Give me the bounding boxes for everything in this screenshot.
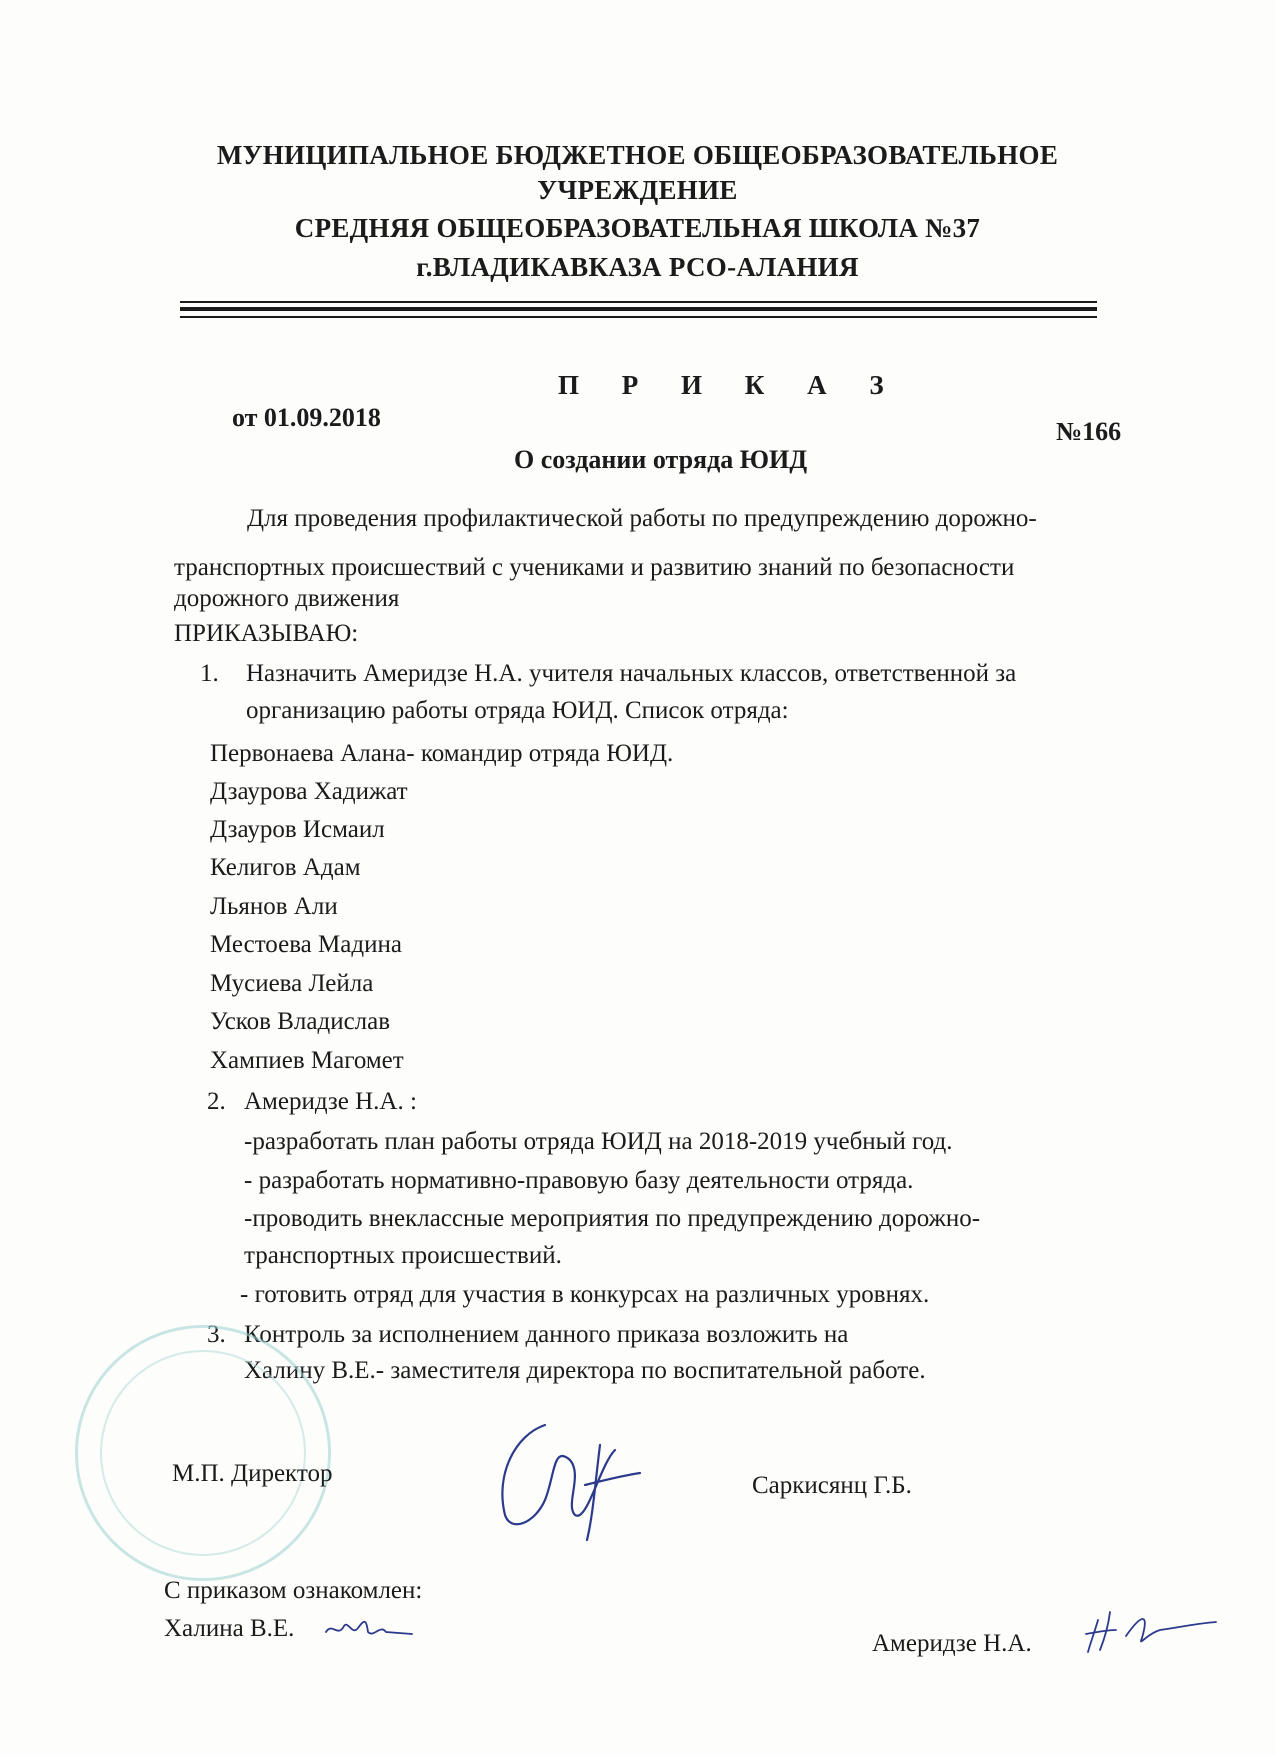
- header-rule-top: [180, 301, 1097, 303]
- decree-word: ПРИКАЗЫВАЮ:: [174, 620, 359, 647]
- item2-task-3: -проводить внеклассные мероприятия по предупреждению дорожно-: [244, 1205, 981, 1232]
- member-9: Хампиев Магомет: [210, 1047, 404, 1074]
- item3-number: 3.: [207, 1321, 226, 1348]
- item1-line-2: организацию работы отряда ЮИД. Список отряда:: [246, 697, 789, 724]
- item1-line-1: Назначить Америдзе Н.А. учителя начальных классов, ответственной за: [246, 660, 1017, 687]
- school-name-line3: СРЕДНЯЯ ОБЩЕОБРАЗОВАТЕЛЬНАЯ ШКОЛА №37: [294, 213, 981, 243]
- school-stamp: [75, 1325, 331, 1581]
- item2-head: Америдзе Н.А. :: [244, 1088, 417, 1115]
- director-label: М.П. Директор: [172, 1460, 333, 1487]
- item1-number: 1.: [200, 660, 219, 687]
- member-4: Келигов Адам: [210, 854, 361, 881]
- signature-ameridze: [1080, 1600, 1220, 1660]
- order-number: №166: [1056, 417, 1122, 446]
- member-2: Дзаурова Хадижат: [210, 778, 408, 805]
- item2-task-2: - разработать нормативно-правовую базу деятельности отряда.: [244, 1167, 914, 1194]
- order-date: от 01.09.2018: [232, 403, 381, 432]
- member-3: Дзауров Исмаил: [210, 816, 385, 843]
- signature-halina: [322, 1610, 417, 1645]
- item2-task-5: - готовить отряд для участия в конкурсах на различных уровнях.: [240, 1281, 930, 1308]
- member-5: Льянов Али: [210, 893, 338, 920]
- intro-line-3: дорожного движения: [174, 585, 400, 612]
- item2-task-4: транспортных происшествий.: [244, 1242, 562, 1269]
- member-1: Первонаева Алана- командир отряда ЮИД.: [210, 740, 674, 767]
- school-city-line: г.ВЛАДИКАВКАЗА РСО-АЛАНИЯ: [416, 252, 859, 282]
- member-6: Местоева Мадина: [210, 931, 402, 958]
- order-title: П Р И К А З: [558, 370, 902, 400]
- intro-line-1: Для проведения профилактической работы по предупреждению дорожно-: [247, 505, 1037, 532]
- director-signature: [475, 1405, 645, 1545]
- header-rule-middle: [180, 307, 1097, 311]
- order-subject: О создании отряда ЮИД: [514, 445, 808, 474]
- member-7: Мусиева Лейла: [210, 970, 374, 997]
- item3-line-2: Халину В.Е.- заместителя директора по воспитательной работе.: [244, 1357, 926, 1384]
- item3-line-1: Контроль за исполнением данного приказа возложить на: [244, 1321, 849, 1348]
- acknowledged-person-2: Америдзе Н.А.: [872, 1630, 1032, 1657]
- header-rule-bottom: [180, 316, 1097, 318]
- school-name-line2: УЧРЕЖДЕНИЕ: [537, 175, 738, 205]
- director-name: Саркисянц Г.Б.: [752, 1472, 912, 1499]
- acknowledged-person-1: Халина В.Е.: [164, 1615, 295, 1642]
- acknowledged-label: С приказом ознакомлен:: [164, 1577, 423, 1604]
- member-8: Усков Владислав: [210, 1008, 391, 1035]
- item2-number: 2.: [207, 1088, 226, 1115]
- school-name-line1: МУНИЦИПАЛЬНОЕ БЮДЖЕТНОЕ ОБЩЕОБРАЗОВАТЕЛЬНОЕ: [216, 140, 1059, 170]
- intro-line-2: транспортных происшествий с учениками и развитию знаний по безопасности: [174, 554, 1015, 581]
- item2-task-1: -разработать план работы отряда ЮИД на 2018-2019 учебный год.: [244, 1128, 953, 1155]
